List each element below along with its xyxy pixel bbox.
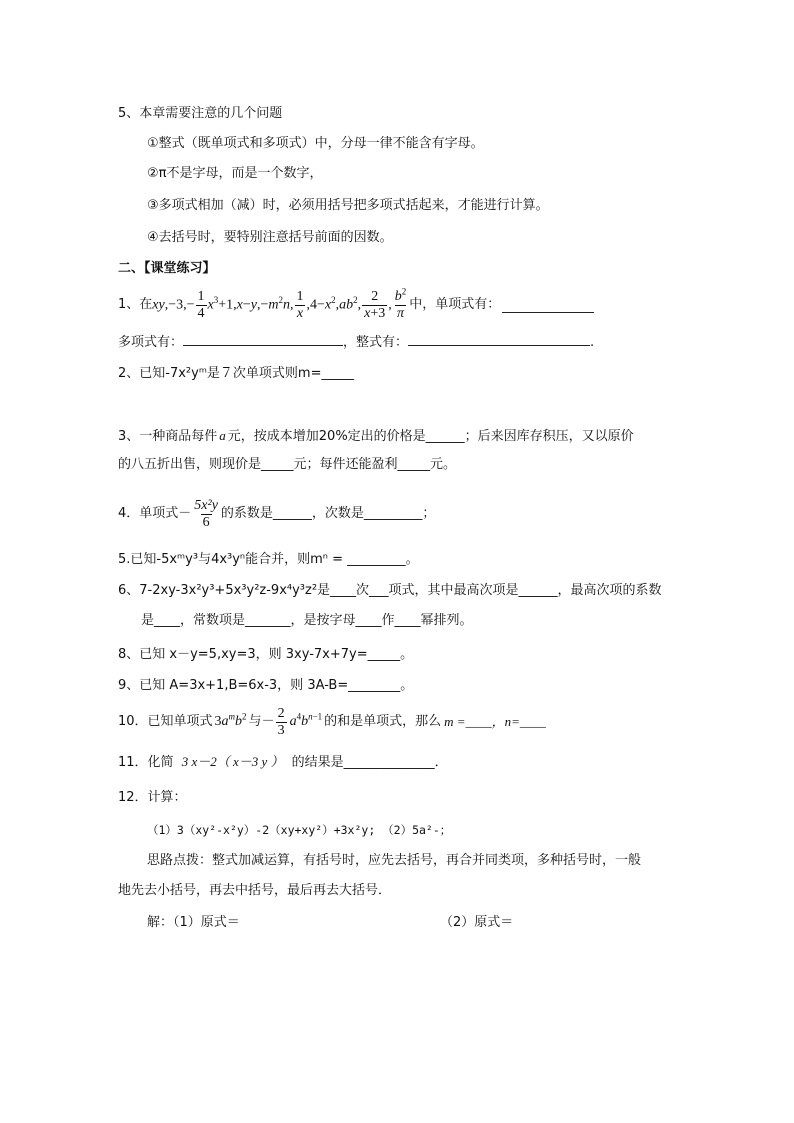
q10-fraction — [276, 706, 287, 739]
note-2: ②π不是字母，而是一个数字， — [147, 166, 323, 181]
q10-term2: $a^4b^{n-1}$ — [289, 711, 323, 729]
q4-mid: 的系数是______，次数是_________； — [220, 506, 436, 521]
q4-fraction — [192, 498, 220, 531]
note-4: ④去括号时，要特别注意括号前面的因数。 — [147, 230, 393, 245]
q3-var: a — [219, 428, 226, 443]
q10-suffix: 的和是单项式，那么 — [324, 714, 442, 729]
note-1: ①整式（既单项式和多项式）中，分母一律不能含有字母。 — [147, 136, 484, 151]
note-3: ③多项式相加（减）时，必须用括号把多项式括起来，才能进行计算。 — [147, 198, 549, 213]
q1-prefix: 1、在 — [118, 297, 153, 312]
q12-hint-line2: 地先去小括号，再去中括号，最后再去大括号． — [118, 883, 392, 898]
q1-middle: 中，单项式有： — [409, 297, 501, 312]
q1-expression-list: xy,−3,− $\frac{1}{4}$ $x^3+1,x-y,-m^2n$, $\frac{1}{x}$ $,4-x^2,ab^2$, $\frac{2}{x+3}$ , $\frac{b^2}{\pi}$ — [152, 285, 407, 321]
q10-prefix: 10．已知单项式 — [118, 714, 213, 729]
question-1-line2 — [118, 331, 594, 353]
question-6-line1: 6、7-2xy-3x²y³+5x³y²z-9x⁴y³z²是____次___项式，其中最高次项是______，最高次项的系数 — [118, 583, 662, 598]
question-4 — [118, 494, 435, 534]
q1-end: . — [590, 335, 595, 350]
q11-expr: 3 x－2（ x－3 y ） — [181, 754, 284, 769]
question-5: 5.已知-5xᵐy³与4x³yⁿ能合并，则mⁿ = _________。 — [118, 552, 419, 567]
q10-m-eq: m =____，n=____ — [444, 714, 546, 729]
question-11 — [118, 752, 448, 773]
section2-title: 二、【课堂练习】 — [118, 261, 216, 276]
question-8: 8、已知 x－y=5,xy=3，则 3xy-7x+7y=_____。 — [118, 647, 414, 662]
q1-integral-label: ，整式有： — [343, 335, 409, 350]
q12-solution-2: （2）原式＝ — [440, 915, 514, 930]
question-12-title: 12．计算： — [118, 790, 187, 805]
q12-hint-line1: 思路点拨：整式加减运算，有括号时，应先去括号，再合并同类项，多种括号时，一般 — [147, 853, 642, 868]
q1-polynomial-blank[interactable] — [183, 331, 343, 346]
q1-poly-label: 多项式有： — [118, 335, 184, 350]
q3-l1b: 元，按成本增加20%定出的价格是______；后来因库存积压，又以原价 — [227, 429, 634, 444]
q12-solution-1: 解：（1）原式＝ — [147, 915, 240, 930]
q1-integral-blank[interactable] — [408, 331, 590, 346]
q11-suffix: 的结果是______________． — [291, 755, 448, 770]
question-3-line2: 的八五折出售，则现价是_____元；每件还能盈利_____元。 — [118, 457, 457, 472]
q4-num: 5x²y — [194, 497, 218, 513]
q4-den: 6 — [202, 514, 210, 530]
question-6-line2: 是____，常数项是_______，是按字母____作____幂排列。 — [141, 613, 473, 628]
q10-frac-num: 2 — [277, 705, 285, 721]
q4-prefix: 4．单项式－ — [118, 506, 192, 521]
section5-title: 5、本章需要注意的几个问题 — [118, 106, 283, 121]
question-9: 9、已知 A=3x+1,B=6x-3，则 3A-B=________。 — [118, 678, 414, 693]
q10-term1: $3a^mb^2$ — [214, 711, 247, 729]
question-3-line1 — [118, 426, 634, 447]
q3-l1a: 3、一种商品每件 — [118, 429, 218, 444]
q10-between: 与－ — [248, 714, 275, 729]
question-1 — [118, 285, 594, 325]
question-12-items: （1）3（xy²-x²y）-2（xy+xy²）+3x²y; （2）5a²-； — [147, 823, 452, 837]
q10-frac-den: 3 — [277, 722, 285, 738]
question-2: 2、已知-7x²yᵐ是７次单项式则m=_____ — [118, 366, 354, 381]
q11-prefix: 11．化简 — [118, 755, 174, 770]
question-10 — [118, 702, 546, 742]
q1-monomial-blank[interactable] — [502, 298, 594, 313]
